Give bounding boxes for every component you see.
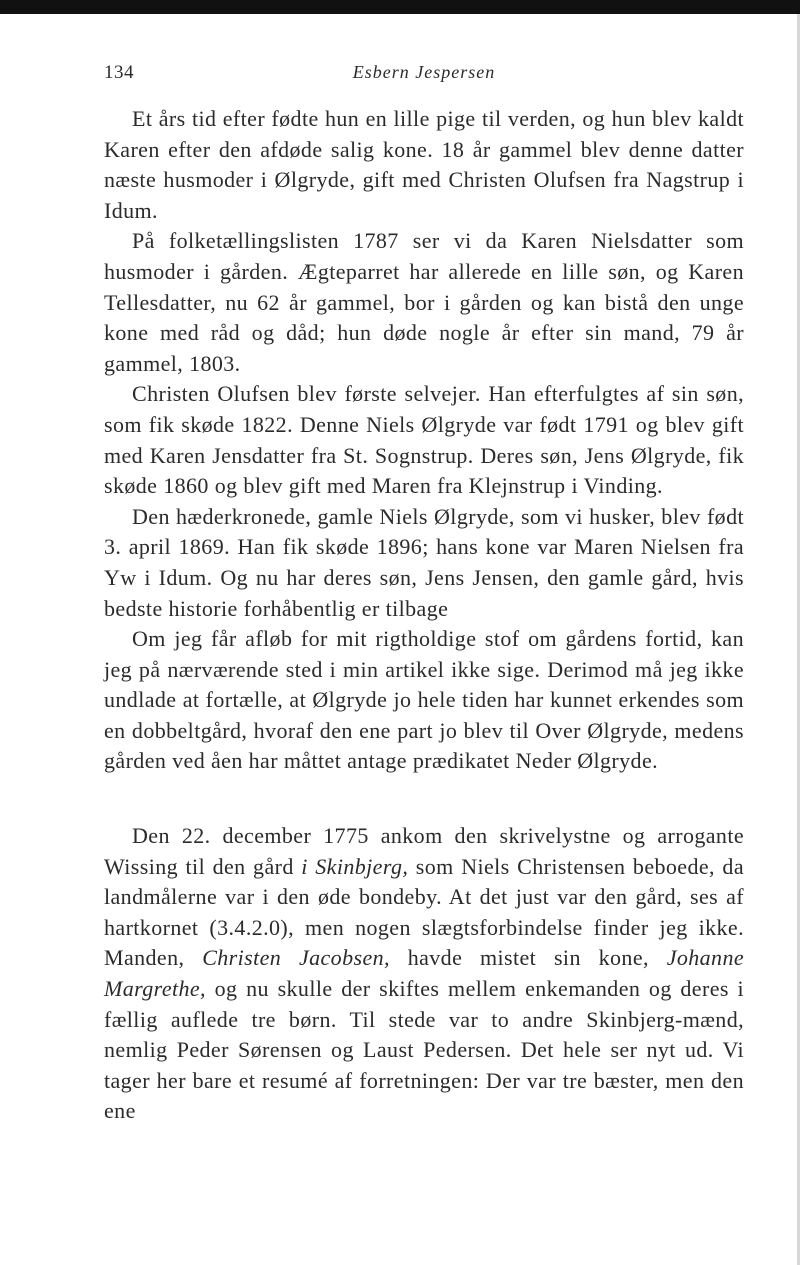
- italic-place-name: i Skinbjerg,: [301, 853, 409, 879]
- italic-person-name: Johanne Margrethe,: [104, 945, 745, 1002]
- paragraph: Om jeg får afløb for mit rigtholdige stof om gårdens fortid, kan jeg på nærværende sted i min artikel ikke sige. Derimod må jeg ikke undlade at fortælle, at Ølgryde jo hele tiden har kunnet erkendes som en dobbeltgård, hvoraf den ene part jo blev til Over Ølgryde, medens gården ved åen har måttet antage prædikatet Neder Ølgryde.: [104, 626, 744, 774]
- text-run: havde mistet sin kone,: [389, 945, 667, 971]
- italic-person-name: Christen Jacobsen,: [202, 945, 390, 971]
- text-run: og nu skulle der skiftes mellem enkemanden og deres i fællig auflede tre børn. Til stede var to andre Skinbjerg-mænd, nemlig Peder Sørensen og Laust Pedersen. Det hele ser nyt ud. Vi tager her bare et resumé af forretningen: Der var tre bæster, men den ene: [104, 976, 744, 1124]
- page-body: [104, 104, 744, 1127]
- page-header: [104, 62, 744, 90]
- running-head: Esbern Jespersen: [352, 62, 496, 82]
- paragraph: Et års tid efter fødte hun en lille pige til verden, og hun blev kaldt Karen efter den afdøde salig kone. 18 år gammel blev denne datter næste husmoder i Ølgryde, gift med Christen Olufsen fra Nagstrup i Idum.: [104, 106, 744, 223]
- scan-top-border: [0, 0, 800, 14]
- paragraph: På folketællingslisten 1787 ser vi da Karen Nielsdatter som husmoder i gården. Ægteparret har allerede en lille søn, og Karen Tellesdatter, nu 62 år gammel, bor i gården og kan bistå den unge kone med råd og dåd; hun døde nogle år efter sin mand, 79 år gammel, 1803.: [104, 228, 744, 376]
- text-run: som Niels Christensen beboede, da landmålerne var i den øde bondeby. At det just var den gård, ses af hartkornet (3.4.2.0), men nogen slægtsforbindelse finder jeg ikke. Manden,: [104, 853, 744, 971]
- paragraph: Den hæderkronede, gamle Niels Ølgryde, som vi husker, blev født 3. april 1869. Han fik skøde 1896; hans kone var Maren Nielsen fra Yw i Idum. Og nu har deres søn, Jens Jensen, den gamle gård, hvis bedste historie forhåbentlig er tilbage: [104, 503, 744, 621]
- paragraph-section-start: [104, 821, 744, 1127]
- page-number: 134: [104, 62, 134, 83]
- paragraph: Christen Olufsen blev første selvejer. Han efterfulgtes af sin søn, som fik skøde 1822. Denne Niels Ølgryde var født 1791 og blev gift med Karen Jensdatter fra St. Sognstrup. Deres søn, Jens Ølgryde, fik skøde 1860 og blev gift med Maren fra Klejnstrup i Vinding.: [104, 381, 744, 499]
- text-run: Den 22. december 1775 ankom den skrivelystne og arrogante Wissing til den gård: [104, 823, 744, 879]
